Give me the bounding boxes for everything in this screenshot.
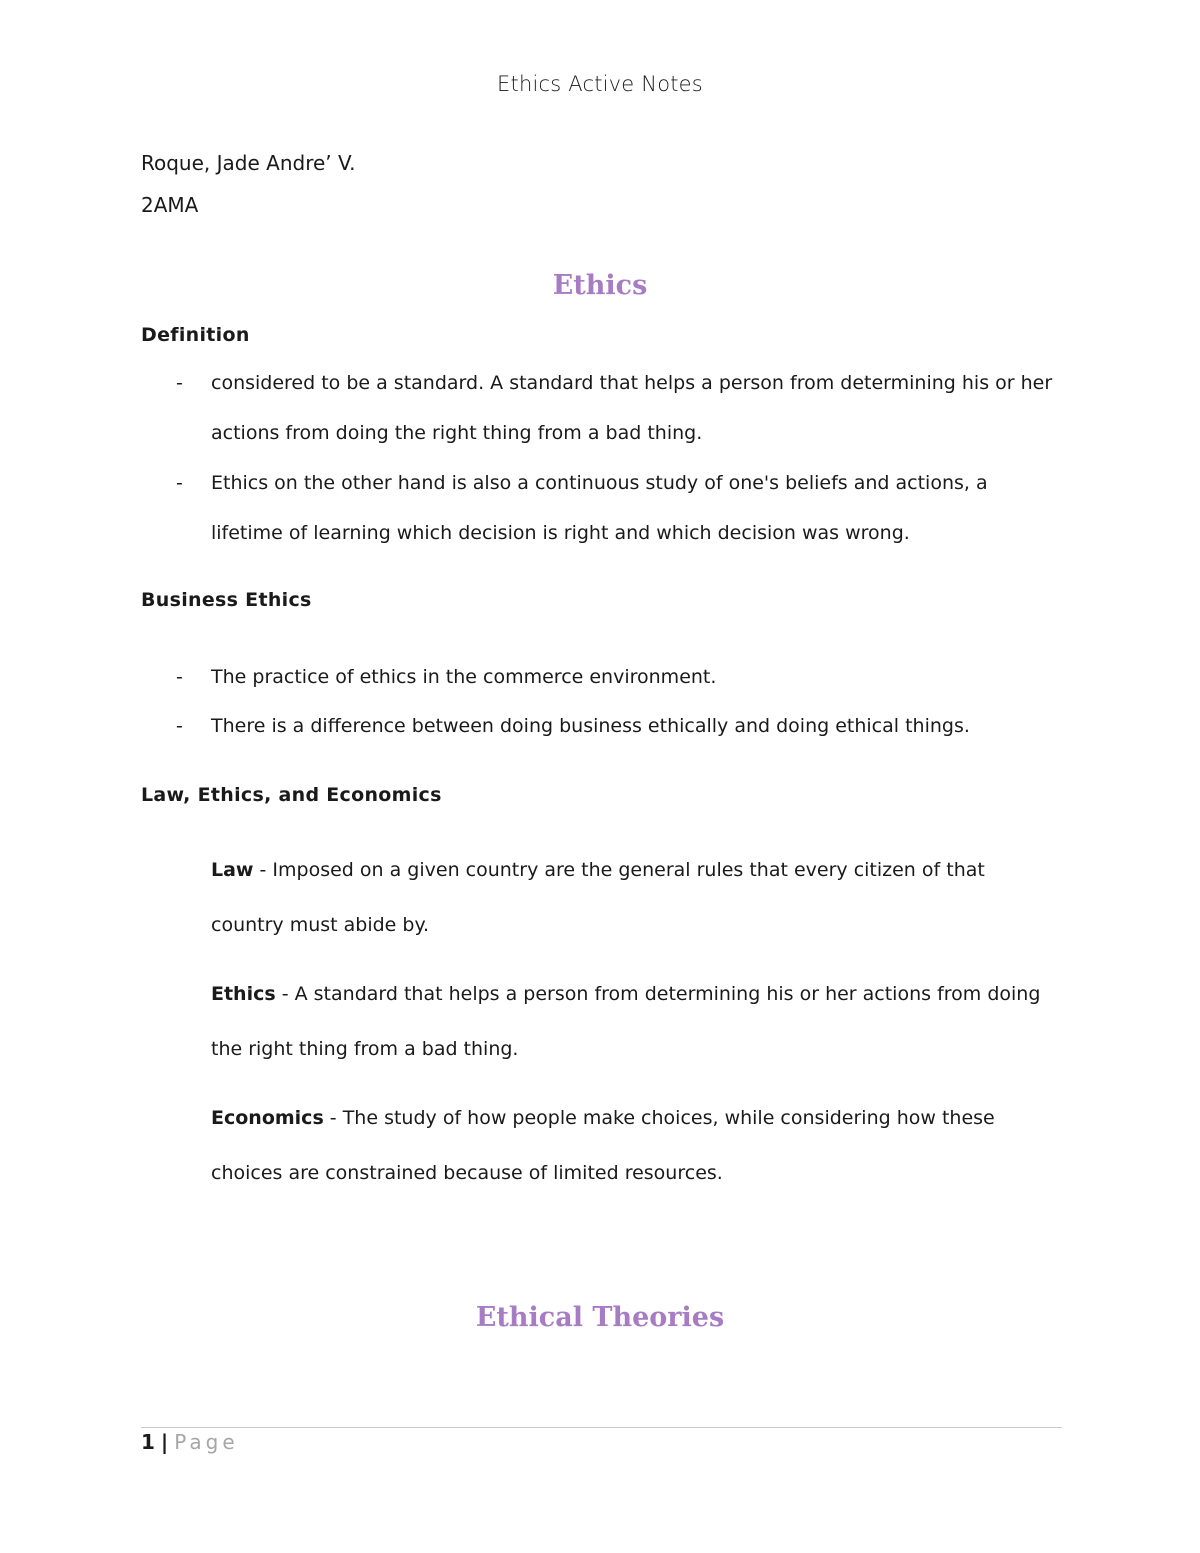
author-name: Roque, Jade Andre’ V. xyxy=(141,151,356,175)
list-item-text: The practice of ethics in the commerce environment. xyxy=(211,666,717,688)
term-name: Economics xyxy=(211,1107,324,1129)
list-item-text: considered to be a standard. A standard that helps a person from determining his or her actions from doing the right thing from a bad thing. xyxy=(211,372,1053,444)
subheading-law-ethics-economics: Law, Ethics, and Economics xyxy=(141,784,442,806)
footer-separator: | xyxy=(160,1430,169,1454)
page-number: 1 xyxy=(141,1430,155,1454)
list-item xyxy=(141,652,1061,702)
list-item xyxy=(141,458,1061,558)
page-header-title: Ethics Active Notes xyxy=(497,72,703,96)
list-item xyxy=(141,358,1061,458)
author-section: 2AMA xyxy=(141,193,199,217)
term-name: Law xyxy=(211,859,254,881)
page-footer xyxy=(141,1430,239,1454)
term-economics xyxy=(211,1091,1051,1201)
list-item-text: There is a difference between doing business ethically and doing ethical things. xyxy=(211,715,970,737)
page-label: Page xyxy=(174,1430,239,1454)
section-title-ethics: Ethics xyxy=(552,270,648,301)
footer-divider xyxy=(141,1427,1062,1428)
subheading-definition: Definition xyxy=(141,324,250,346)
author-block xyxy=(141,142,355,226)
subheading-business-ethics: Business Ethics xyxy=(141,589,312,611)
list-marker: - xyxy=(176,472,183,494)
term-ethics xyxy=(211,967,1051,1077)
list-marker: - xyxy=(176,372,183,394)
term-definition: - A standard that helps a person from determining his or her actions from doing the right thing from a bad thing. xyxy=(211,983,1041,1060)
list-marker: - xyxy=(176,666,183,688)
list-item xyxy=(141,701,1061,751)
term-name: Ethics xyxy=(211,983,276,1005)
term-definition: - The study of how people make choices, while considering how these choices are constrained because of limited resources. xyxy=(211,1107,995,1184)
section-title-ethical-theories: Ethical Theories xyxy=(475,1302,725,1333)
list-item-text: Ethics on the other hand is also a continuous study of one's beliefs and actions, a lifetime of learning which decision is right and which decision was wrong. xyxy=(211,472,988,544)
list-marker: - xyxy=(176,715,183,737)
term-definition: - Imposed on a given country are the general rules that every citizen of that country must abide by. xyxy=(211,859,985,936)
term-law xyxy=(211,843,1051,953)
